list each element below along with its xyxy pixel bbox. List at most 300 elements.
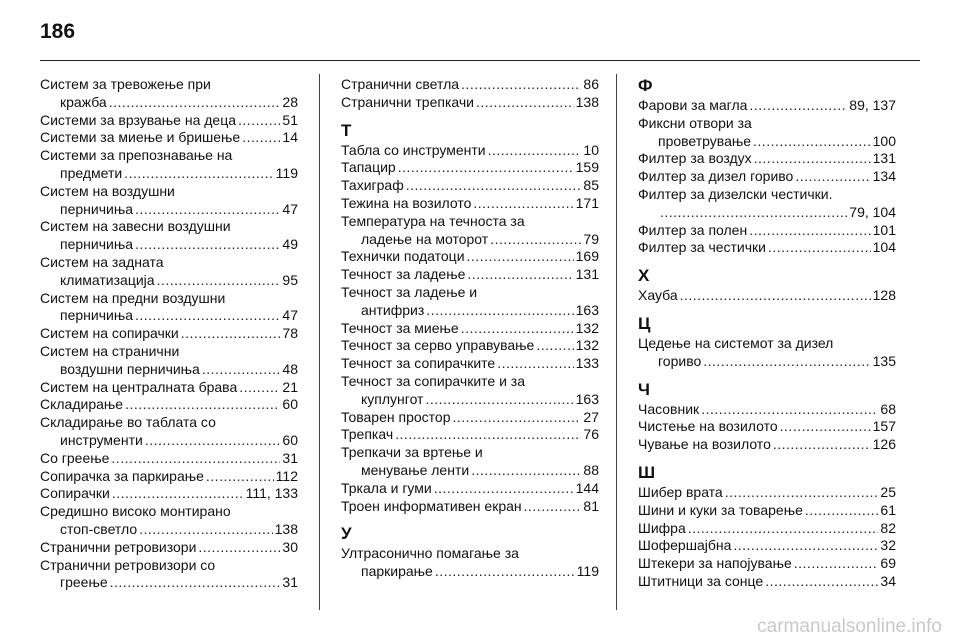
index-entry-term: перничиња [60,236,133,253]
index-letter-heading: Ч [638,379,650,399]
index-entry-term: Тапацир [341,159,396,176]
index-entry-term: Тркала и гуми [341,479,432,496]
dot-leader [434,480,574,498]
dot-leader [467,266,573,284]
dot-leader [461,320,574,338]
index-entry-line [341,248,599,266]
index-entry[interactable] [341,426,599,444]
dot-leader [398,159,574,177]
index-entry-line [341,94,599,112]
index-entry-page: 79 [583,230,599,247]
index-entry-line [341,355,599,373]
index-entry-term: Систем за тревожење при [40,76,211,92]
index-entry-line [341,373,599,391]
dot-leader [435,563,575,581]
index-entry-term: Троен информативен екран [341,497,522,514]
index-entry-term: стоп-светло [60,520,138,537]
dot-leader [112,485,244,503]
index-entry-page: 61 [880,501,896,518]
index-entry-term: Трепкач [341,426,394,443]
index-entry-line [341,320,599,338]
index-entry-term: Сопирачки [40,485,110,502]
index-entry[interactable] [341,266,599,284]
index-entry-term: Штекери за напојување [638,555,792,572]
index-entry-line [638,353,896,371]
index-entry[interactable] [341,409,599,427]
index-letter-heading: Х [638,266,650,286]
index-entry[interactable] [40,147,298,183]
index-entry[interactable] [638,418,896,436]
index-entry[interactable] [40,290,298,326]
watermark: carmanualsonline.info [757,616,942,637]
index-entry-page: 126 [872,436,896,453]
index-entry[interactable] [341,94,599,112]
index-entry-page: 128 [872,287,896,304]
index-entry-line [40,290,298,308]
dot-leader [754,150,871,168]
index-entry[interactable] [40,414,298,450]
dot-leader [125,396,280,414]
dot-leader [488,142,582,160]
index-entry-page: 21 [282,378,298,395]
index-entry[interactable] [40,539,298,557]
index-entry[interactable] [638,555,896,573]
index-entry-line [638,168,896,186]
index-entry-term: проветрување [658,132,752,149]
index-entry-line [341,480,599,498]
index-entry[interactable] [40,379,298,397]
dot-leader [471,462,581,480]
index-entry-term: Филтер за честички [638,239,766,256]
index-entry-line [638,502,896,520]
index-letter-heading: У [341,524,352,544]
index-entry-line [638,186,896,204]
dot-leader [536,337,573,355]
index-entry[interactable] [341,284,599,320]
index-entry-page: 79, 104 [849,203,896,220]
index-entry-line [40,450,298,468]
index-entry-term: Систем на централната брава [40,378,238,395]
index-entry[interactable] [341,480,599,498]
index-entry-page: 89, 137 [849,97,896,113]
index-entry-term: Странични ретровизори [40,538,197,555]
dot-leader [110,574,281,592]
index-entry-line [341,159,599,177]
dot-leader [749,97,847,115]
index-entry-term: Средишно високо монтирано [40,503,231,520]
index-entry-line [40,379,298,397]
index-entry-page: 30 [282,538,298,555]
index-entry-page: 86 [583,76,599,92]
index-entry-line [40,361,298,379]
dot-leader [701,401,878,419]
index-entry-line [40,574,298,592]
index-entry[interactable] [40,183,298,219]
index-entry-line [40,218,298,236]
index-entry-term: Шофершајбна [638,537,732,554]
page-number: 186 [40,20,76,43]
index-entry-line [341,545,599,563]
index-entry-line [341,266,599,284]
index-entry[interactable] [638,150,896,168]
index-entry-page: 133 [575,355,599,372]
index-entry[interactable] [341,320,599,338]
dot-leader [181,325,281,343]
index-entry[interactable] [638,115,896,151]
column-divider [616,74,617,610]
index-entry-page: 47 [282,307,298,324]
index-entry-page: 144 [575,479,599,496]
index-entry-term: воздушни перничиња [60,360,200,377]
index-entry-line [638,133,896,151]
index-entry-line [341,391,599,409]
index-entry[interactable] [341,213,599,249]
index-entry-page: 31 [282,574,298,591]
index-entry[interactable] [40,396,298,414]
index-entry-page: 51 [282,111,298,128]
index-entry-line [341,142,599,160]
index-entry-page: 131 [872,150,896,167]
dot-leader [452,409,581,427]
index-entry-line [40,396,298,414]
index-entry-term: Системи за препознавање на [40,147,233,164]
index-entry-term: Шифра [638,519,686,536]
index-column-3 [638,76,896,591]
index-entry-term: Систем на воздушни [40,182,175,199]
dot-leader [238,112,280,130]
index-entry-page: 159 [575,159,599,176]
dot-leader [680,287,871,305]
index-entry-term: Табла со инструменти [341,141,486,158]
index-entry-line [341,231,599,249]
index-entry-page: 14 [282,129,298,146]
index-entry[interactable] [341,373,599,409]
index-entry-line [638,573,896,591]
index-entry-page: 10 [583,141,599,158]
index-entry-page: 27 [583,408,599,425]
index-entry-term: Системи за врзување на деца [40,111,237,128]
index-entry-page: 157 [872,418,896,435]
index-entry-term: Температура на течноста за [341,212,525,229]
index-entry-line [40,539,298,557]
dot-leader [406,177,582,195]
index-entry[interactable] [638,222,896,240]
index-entry-term: перничиња [60,307,133,324]
index-entry-term: греење [60,574,108,591]
index-entry[interactable] [341,142,599,160]
index-letter-heading: Ц [638,313,651,333]
index-entry-term: Течност за сопирачките [341,355,496,372]
index-entry-page: 69 [880,555,896,572]
dot-leader [124,165,273,183]
index-entry-line [40,112,298,130]
index-entry-line [40,165,298,183]
dot-leader [497,355,573,373]
index-entry-line [638,418,896,436]
index-entry-line [638,520,896,538]
dot-leader [395,426,581,444]
column-divider [319,74,320,610]
dot-leader [242,129,280,147]
index-entry-page: 60 [282,431,298,448]
index-entry[interactable] [341,444,599,480]
index-entry-page: 81 [583,497,599,514]
index-entry-line [341,498,599,516]
index-entry-line [40,183,298,201]
index-entry-page: 169 [575,248,599,265]
dot-leader [135,201,280,219]
index-entry-page: 95 [282,271,298,288]
index-letter-heading: Ш [638,462,656,482]
dot-leader [467,248,574,266]
index-entry-page: 119 [576,563,599,580]
dot-leader [473,195,573,213]
dot-leader [157,272,281,290]
index-entry-line [40,503,298,521]
dot-leader [765,573,878,591]
index-entry[interactable] [638,484,896,502]
index-entry-page: 132 [575,319,599,336]
index-entry-line [638,97,896,115]
index-entry-page: 104 [872,239,896,256]
index-entry-term: Шибер врата [638,483,723,500]
index-entry-page: 111, 133 [245,485,298,502]
index-entry-page: 28 [282,93,298,110]
index-entry-page: 88 [583,461,599,478]
index-letter-heading: Ф [638,76,653,95]
index-entry[interactable] [40,450,298,468]
index-entry-page: 47 [282,200,298,217]
dot-leader [198,539,280,557]
index-entry-line [341,444,599,462]
index-entry-line [638,484,896,502]
index-entry[interactable] [341,545,599,581]
index-entry[interactable] [40,76,298,112]
index-entry-page: 135 [872,352,896,369]
index-entry-page: 163 [575,301,599,318]
index-entry[interactable] [638,537,896,555]
index-entry-line [40,254,298,272]
index-entry[interactable] [638,502,896,520]
index-entry-term: Штитници за сонце [638,572,764,589]
index-entry-line [638,222,896,240]
index-entry[interactable] [341,76,599,94]
index-entry-page: 132 [575,337,599,354]
index-entry[interactable] [638,239,896,257]
index-entry-page: 49 [282,236,298,253]
index-entry-term: ладење на моторот [361,230,489,247]
index-entry-page: 82 [880,519,896,536]
index-column-2 [341,76,599,581]
index-entry-term: Часовник [638,400,700,417]
dot-leader [733,537,878,555]
dot-leader [109,94,281,112]
index-entry-term: Филтер за дизелски честички. [638,185,833,202]
index-entry[interactable] [638,97,896,115]
index-entry-page: 31 [282,449,298,466]
index-entry[interactable] [40,503,298,539]
index-entry-term: Течност за сопирачките и за [341,372,525,389]
index-entry-page: 163 [575,390,599,407]
index-entry-page: 60 [282,396,298,413]
index-entry-line [341,302,599,320]
index-entry[interactable] [40,343,298,379]
index-entry-page: 138 [274,520,298,537]
index-entry-term: гориво [658,352,702,369]
dot-leader [490,231,581,249]
index-entry[interactable] [341,177,599,195]
index-entry-page: 138 [575,93,599,110]
index-entry-page: 134 [872,168,896,185]
index-entry[interactable] [638,520,896,538]
dot-leader [135,307,280,325]
index-entry-term: Технички податоци [341,248,465,265]
index-entry[interactable] [40,468,298,486]
index-entry-term: Сопирачка за паркирање [40,467,204,484]
index-entry-term: Систем на задната [40,253,164,270]
dot-leader [795,168,870,186]
index-entry-line [638,436,896,454]
index-entry-term: предмети [60,164,123,181]
dot-leader [725,484,879,502]
index-entry-page: 85 [583,177,599,194]
index-entry[interactable] [638,401,896,419]
index-entry-page: 171 [575,194,599,211]
index-entry-line [341,409,599,427]
index-entry-line [341,76,599,94]
index-entry[interactable] [341,159,599,177]
index-entry-term: Складирање во таблата со [40,414,216,431]
dot-leader [703,353,870,371]
index-entry-term: инструменти [60,431,143,448]
index-entry[interactable] [40,485,298,503]
index-entry[interactable] [638,186,896,222]
index-entry-line [40,236,298,254]
dot-leader [794,555,879,573]
index-entry[interactable] [638,335,896,371]
index-entry-term: Течност за миење [341,319,459,336]
index-entry-term: Систем на завесни воздушни [40,218,231,235]
index-entry-line [341,462,599,480]
index-entry-line [638,150,896,168]
index-entry[interactable] [40,325,298,343]
index-entry-term: Системи за миење и бришење [40,129,241,146]
index-entry-page: 119 [275,164,298,181]
index-entry-line [638,555,896,573]
index-entry-line [40,129,298,147]
index-entry-line [40,485,298,503]
index-entry-page: 25 [880,483,896,500]
index-entry-page: 100 [872,132,896,149]
index-entry-term: Трепкачи за вртење и [341,444,483,461]
index-entry-term: Течност за серво управување [341,337,535,354]
index-entry[interactable] [638,573,896,591]
index-entry-page: 78 [282,325,298,342]
index-entry[interactable] [40,129,298,147]
dot-leader [805,502,879,520]
index-entry[interactable] [40,112,298,130]
index-entry-term: Течност за ладење [341,266,466,283]
index-entry-line [341,195,599,213]
index-entry-term: Товарен простор [341,408,451,425]
index-entry-line [341,213,599,231]
index-entry[interactable] [341,195,599,213]
index-entry[interactable] [341,337,599,355]
index-entry-line [40,414,298,432]
index-entry-term: Фарови за магла [638,97,748,113]
dot-leader [773,436,871,454]
index-entry-page: 48 [282,360,298,377]
index-entry[interactable] [40,218,298,254]
dot-leader [660,204,847,222]
dot-leader [426,302,573,320]
index-entry-term: Чистење на возилото [638,418,778,435]
index-entry-term: кражба [60,93,107,110]
index-entry-line [341,426,599,444]
dot-leader [476,94,574,112]
index-entry-term: климатизација [60,271,155,288]
dot-leader [768,239,871,257]
index-entry[interactable] [638,287,896,305]
dot-leader [202,361,281,379]
index-entry-line [40,76,298,94]
dot-leader [461,76,581,94]
index-entry-line [40,307,298,325]
index-entry-term: Систем на странични [40,342,180,359]
index-entry-line [40,272,298,290]
index-entry[interactable] [341,248,599,266]
dot-leader [135,236,280,254]
index-entry-line [341,337,599,355]
index-entry-term: Тежина на возилото [341,194,472,211]
index-entry-term: антифриз [361,301,425,318]
index-entry-line [638,401,896,419]
index-entry-term: Хауба [638,287,678,304]
index-entry-term: Филтер за воздух [638,150,752,167]
index-entry[interactable] [638,168,896,186]
index-entry[interactable] [341,498,599,516]
index-entry[interactable] [40,254,298,290]
dot-leader [749,222,870,240]
index-entry-term: куплунгот [361,390,424,407]
index-entry[interactable] [638,436,896,454]
index-entry-line [40,432,298,450]
dot-leader [139,521,273,539]
index-column-1 [40,76,298,592]
index-entry-term: Фиксни отвори за [638,114,752,131]
index-entry-term: Течност за ладење и [341,283,478,300]
dot-leader [206,468,274,486]
index-entry-term: Странични трепкачи [341,93,474,110]
index-entry[interactable] [40,557,298,593]
dot-leader [239,379,280,397]
header-rule [40,60,920,61]
dot-leader [111,450,280,468]
index-entry-line [638,287,896,305]
index-entry-page: 76 [583,426,599,443]
dot-leader [425,391,573,409]
index-entry-line [341,284,599,302]
index-entry-term: Странични ретровизори со [40,556,216,573]
index-entry-line [638,204,896,222]
index-entry-page: 131 [575,266,599,283]
index-entry-term: Филтер за дизел гориво [638,168,794,185]
index-entry-term: перничиња [60,200,133,217]
index-entry-line [40,521,298,539]
index-entry[interactable] [341,355,599,373]
dot-leader [688,520,879,538]
index-entry-line [638,115,896,133]
